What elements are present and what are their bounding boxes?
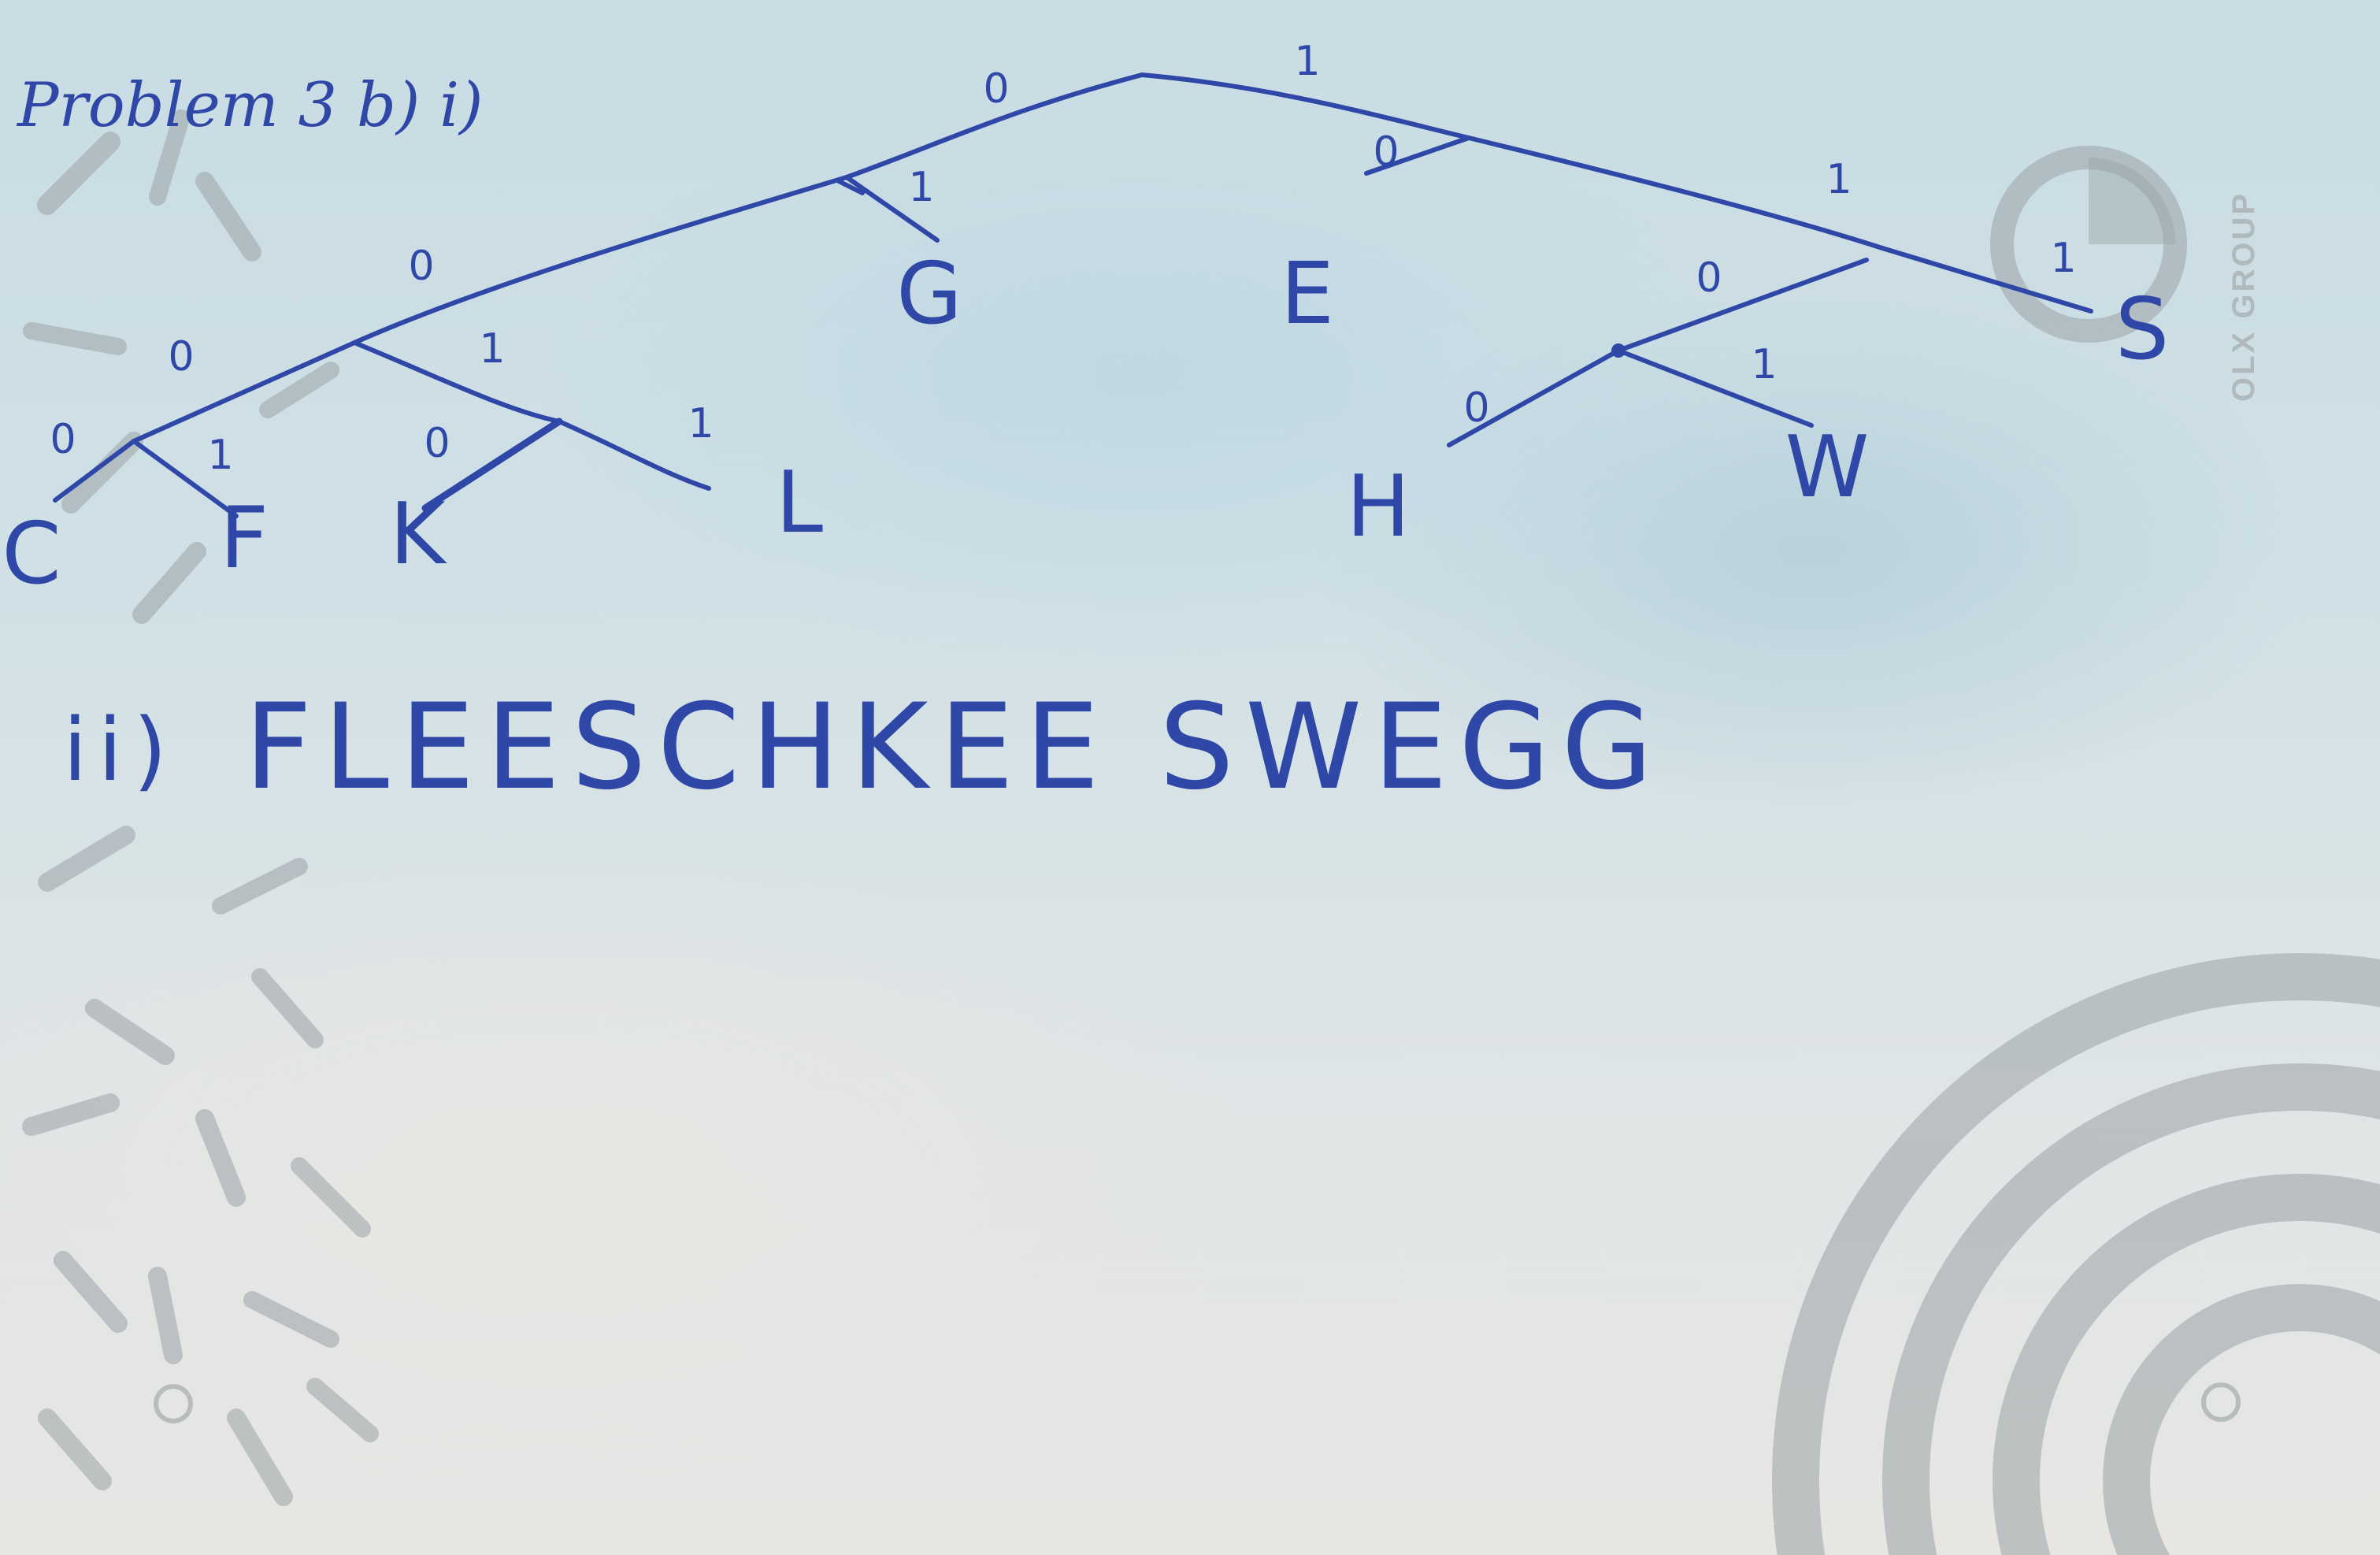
- label-k-branch: 0: [424, 420, 450, 467]
- label-e-branch: 0: [1373, 128, 1399, 176]
- label-l-branch: 1: [688, 400, 714, 447]
- label-right-upper: 1: [1826, 156, 1852, 203]
- label-w-branch: 1: [1751, 341, 1778, 388]
- leaf-l: L: [775, 454, 824, 552]
- label-f-branch: 1: [207, 432, 234, 479]
- label-g-branch: 1: [908, 164, 935, 211]
- leaf-h: H: [1346, 458, 1411, 556]
- label-hw-node: 0: [1696, 254, 1722, 302]
- leaf-c: C: [2, 505, 61, 603]
- edge-right-upper: [1469, 138, 1882, 248]
- leaf-labels: [2, 245, 2169, 603]
- edge-hw-node: [1618, 260, 1867, 351]
- watermark-brand: OLX GROUP: [2226, 191, 2261, 402]
- leaf-e: E: [1280, 245, 1335, 343]
- leaf-s: S: [2115, 280, 2170, 379]
- leaf-k: K: [389, 485, 446, 584]
- label-root-right: 1: [1294, 38, 1321, 85]
- part-two-label: ii): [63, 700, 179, 800]
- leaf-w: W: [1785, 418, 1870, 517]
- label-kl-node: 1: [479, 325, 506, 373]
- edge-l-branch: [559, 421, 709, 488]
- label-c-branch: 0: [50, 416, 76, 463]
- label-left-main: 0: [408, 243, 435, 290]
- leaf-g: G: [896, 245, 962, 343]
- edge-w-branch: [1618, 351, 1811, 425]
- edge-ckf-node: [134, 343, 354, 441]
- label-root-left: 0: [983, 65, 1010, 113]
- problem-title: Problem 3 b) i): [17, 70, 484, 141]
- label-h-branch: 0: [1463, 384, 1490, 432]
- decoded-answer: FLEESCHKEE SWEGG: [244, 679, 1664, 816]
- label-ckf-node: 0: [168, 333, 195, 380]
- label-s-branch: 1: [2050, 235, 2077, 282]
- leaf-f: F: [219, 489, 269, 588]
- edge-kl-node: [354, 343, 559, 421]
